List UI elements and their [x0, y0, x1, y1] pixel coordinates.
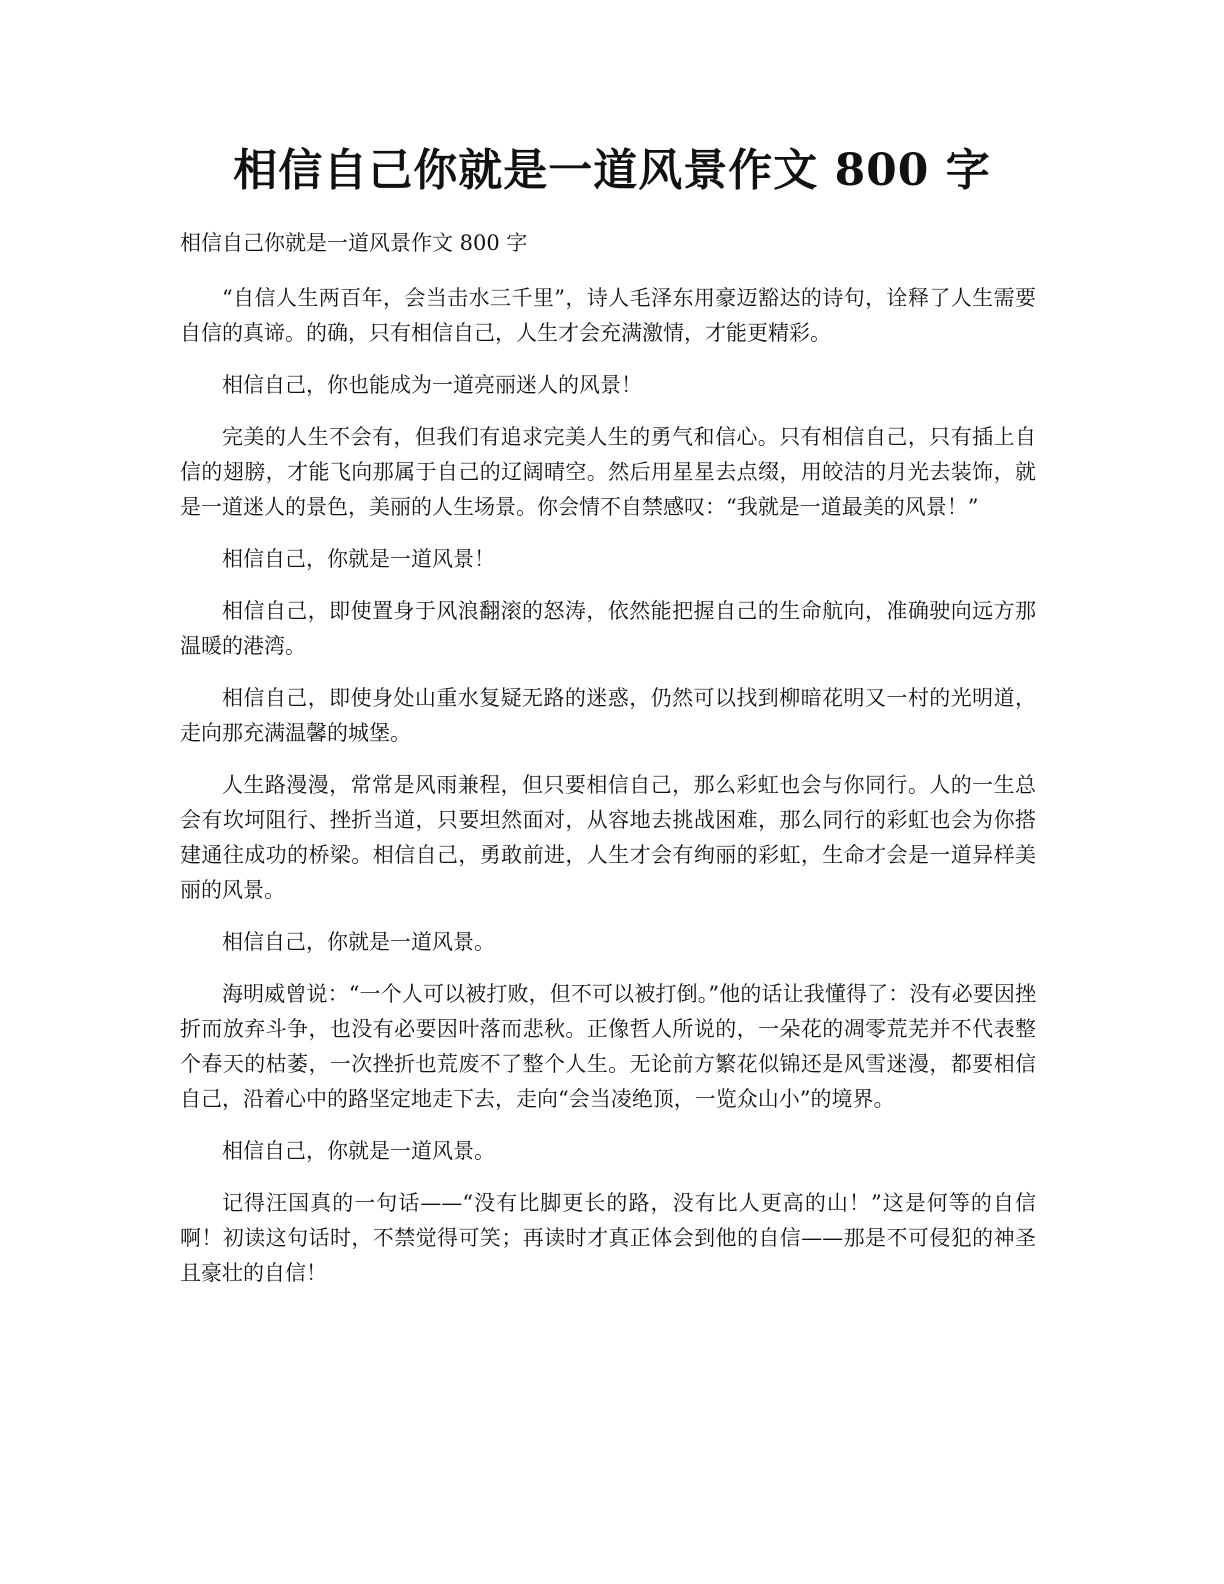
paragraph: 相信自己，你也能成为一道亮丽迷人的风景！: [222, 373, 642, 397]
document-body: [180, 225, 1036, 1308]
paragraph: 记得汪国真的一句话——“没有比脚更长的路，没有比人更高的山！”这是何等的自信啊！初读这句话时，不禁觉得可笑；再读时才真正体会到他的自信——那是不可侵犯的神圣且豪壮的自信！: [180, 1191, 1036, 1285]
paragraph: 相信自己，你就是一道风景。: [222, 930, 495, 954]
paragraph: 人生路漫漫，常常是风雨兼程，但只要相信自己，那么彩虹也会与你同行。人的一生总会有坎坷阻行、挫折当道，只要坦然面对，从容地去挑战困难，那么同行的彩虹也会为你搭建通往成功的桥梁。相信自己，勇敢前进，人生才会有绚丽的彩虹，生命才会是一道异样美丽的风景。: [180, 773, 1036, 902]
document-title: 相信自己你就是一道风景作文 800 字: [233, 145, 991, 196]
document-subtitle: 相信自己你就是一道风景作文 800 字: [180, 231, 528, 255]
paragraph: 完美的人生不会有，但我们有追求完美人生的勇气和信心。只有相信自己，只有插上自信的翅膀，才能飞向那属于自己的辽阔晴空。然后用星星去点缀，用皎洁的月光去装饰，就是一道迷人的景色，美丽的人生场景。你会情不自禁感叹：“我就是一道最美的风景！”: [180, 425, 1036, 519]
paragraph: 相信自己，你就是一道风景。: [222, 1139, 495, 1163]
paragraph: 相信自己，你就是一道风景！: [222, 547, 495, 571]
paragraph: 相信自己，即使身处山重水复疑无路的迷惑，仍然可以找到柳暗花明又一村的光明道，走向那充满温馨的城堡。: [180, 686, 1036, 745]
paragraph: 海明威曾说：“一个人可以被打败，但不可以被打倒。”他的话让我懂得了：没有必要因挫折而放弃斗争，也没有必要因叶落而悲秋。正像哲人所说的，一朵花的凋零荒芜并不代表整个春天的枯萎，一次挫折也荒废不了整个人生。无论前方繁花似锦还是风雪迷漫，都要相信自己，沿着心中的路坚定地走下去，走向“会当凌绝顶，一览众山小”的境界。: [180, 982, 1036, 1111]
paragraph: 相信自己，即使置身于风浪翻滚的怒涛，依然能把握自己的生命航向，准确驶向远方那温暖的港湾。: [180, 599, 1036, 658]
paragraph: “自信人生两百年，会当击水三千里”，诗人毛泽东用豪迈豁达的诗句，诠释了人生需要自信的真谛。的确，只有相信自己，人生才会充满激情，才能更精彩。: [180, 286, 1036, 345]
